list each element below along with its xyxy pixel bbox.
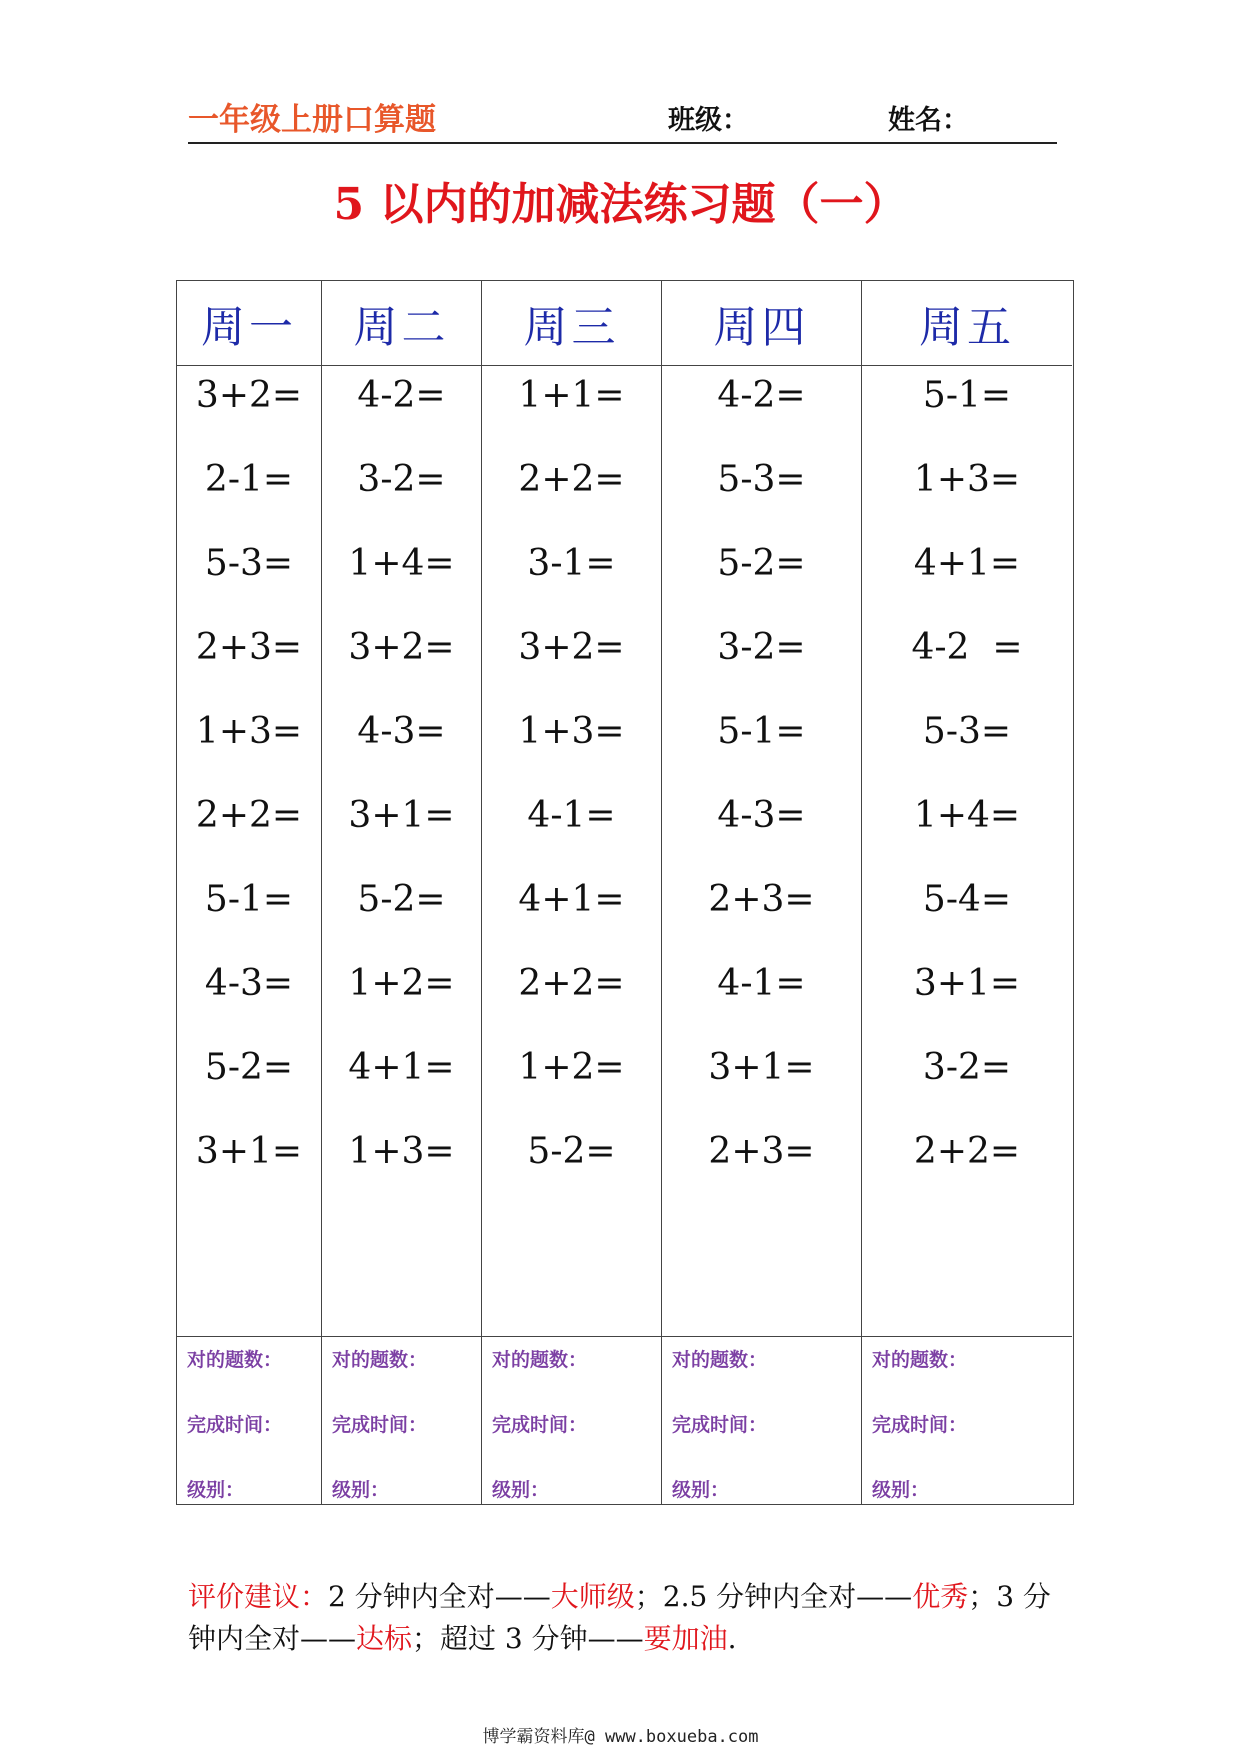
problem: 4-2 =	[911, 627, 1023, 668]
correct-count-label: 对的题数：	[672, 1349, 768, 1371]
class-field-label: 班级：	[668, 105, 749, 136]
column-wednesday	[481, 281, 661, 1504]
problem: 5-4=	[922, 879, 1012, 920]
advice-rating: 达标	[356, 1622, 413, 1655]
result-record	[862, 1336, 1072, 1505]
problem: 3+1=	[348, 795, 455, 836]
evaluation-advice	[188, 1576, 1068, 1660]
result-record	[177, 1336, 321, 1505]
problem: 2+2=	[518, 963, 625, 1004]
problem: 2+2=	[195, 795, 303, 836]
problem: 2+3=	[195, 627, 303, 668]
problem: 5-1=	[204, 879, 294, 920]
problem: 4+1=	[913, 543, 1021, 584]
day-header: 周四	[662, 281, 861, 366]
column-tuesday	[321, 281, 481, 1504]
problem: 3-2=	[717, 627, 806, 668]
problem: 5-2=	[717, 543, 806, 584]
correct-count-label: 对的题数：	[187, 1349, 283, 1371]
advice-end: .	[727, 1622, 737, 1655]
advice-text: ；2.5 分钟内全对——	[634, 1580, 913, 1613]
level-label: 级别：	[492, 1479, 550, 1501]
problem: 5-2=	[357, 879, 446, 920]
problem: 1+4=	[348, 543, 455, 584]
problem: 3-2=	[357, 459, 446, 500]
problem: 4+1=	[348, 1047, 455, 1088]
problem: 1+3=	[518, 711, 625, 752]
name-field-label: 姓名：	[888, 105, 969, 136]
problem: 1+3=	[913, 459, 1021, 500]
problem: 1+3=	[195, 711, 303, 752]
day-header: 周五	[862, 281, 1072, 366]
result-record	[322, 1336, 481, 1505]
completion-time-label: 完成时间：	[332, 1414, 428, 1436]
day-header: 周一	[177, 281, 321, 366]
problem: 1+2=	[518, 1047, 625, 1088]
problem: 5-3=	[204, 543, 294, 584]
level-label: 级别：	[187, 1479, 245, 1501]
completion-time-label: 完成时间：	[672, 1414, 768, 1436]
problem: 2-1=	[204, 459, 294, 500]
completion-time-label: 完成时间：	[492, 1414, 588, 1436]
completion-time-label: 完成时间：	[872, 1414, 968, 1436]
day-header: 周二	[322, 281, 481, 366]
advice-rating: 大师级	[550, 1580, 635, 1613]
problem: 5-1=	[922, 375, 1012, 416]
problem: 2+2=	[913, 1131, 1021, 1172]
problem: 2+2=	[518, 459, 625, 500]
problem: 1+2=	[348, 963, 455, 1004]
correct-count-label: 对的题数：	[492, 1349, 588, 1371]
problem: 1+4=	[913, 795, 1021, 836]
advice-text: ；超过 3 分钟——	[412, 1622, 644, 1655]
worksheet-header	[188, 90, 1057, 144]
problem: 4-1=	[527, 795, 616, 836]
problem: 2+3=	[708, 1131, 815, 1172]
problem: 5-3=	[922, 711, 1012, 752]
advice-text: ；3 分钟内全对——	[188, 1580, 1051, 1655]
problem: 4-3=	[204, 963, 294, 1004]
problem: 4-2=	[717, 375, 806, 416]
problem: 4-3=	[717, 795, 806, 836]
problem: 4-1=	[717, 963, 806, 1004]
day-header: 周三	[482, 281, 661, 366]
advice-rating: 要加油	[643, 1622, 728, 1655]
problem: 3+1=	[195, 1131, 303, 1172]
problem: 4-3=	[357, 711, 446, 752]
problem: 5-2=	[204, 1047, 294, 1088]
page-title: 5 以内的加减法练习题（一）	[333, 179, 908, 230]
problem: 4+1=	[518, 879, 625, 920]
correct-count-label: 对的题数：	[872, 1349, 968, 1371]
advice-rating: 优秀	[912, 1580, 969, 1613]
problem: 3-2=	[922, 1047, 1012, 1088]
problem: 3-1=	[527, 543, 616, 584]
problem: 4-2=	[357, 375, 446, 416]
level-label: 级别：	[332, 1479, 390, 1501]
advice-text: 2 分钟内全对——	[328, 1580, 551, 1613]
problem: 1+1=	[518, 375, 625, 416]
exercise-table	[176, 280, 1074, 1505]
level-label: 级别：	[672, 1479, 730, 1501]
problem: 5-3=	[717, 459, 806, 500]
completion-time-label: 完成时间：	[187, 1414, 283, 1436]
column-thursday	[661, 281, 861, 1504]
footer-watermark: 博学霸资料库@ www.boxueba.com	[482, 1727, 759, 1747]
result-record	[662, 1336, 861, 1505]
problem: 1+3=	[348, 1131, 455, 1172]
column-monday	[177, 281, 321, 1504]
level-label: 级别：	[872, 1479, 930, 1501]
problem: 3+1=	[913, 963, 1021, 1004]
problem: 3+2=	[348, 627, 455, 668]
advice-prefix: 评价建议：	[188, 1580, 329, 1613]
series-title: 一年级上册口算题	[188, 102, 436, 138]
problem: 3+2=	[195, 375, 303, 416]
correct-count-label: 对的题数：	[332, 1349, 428, 1371]
problem: 3+2=	[518, 627, 625, 668]
problem: 5-2=	[527, 1131, 616, 1172]
problem: 3+1=	[708, 1047, 815, 1088]
column-friday	[861, 281, 1072, 1504]
problem: 5-1=	[717, 711, 806, 752]
result-record	[482, 1336, 661, 1505]
problem: 2+3=	[708, 879, 815, 920]
